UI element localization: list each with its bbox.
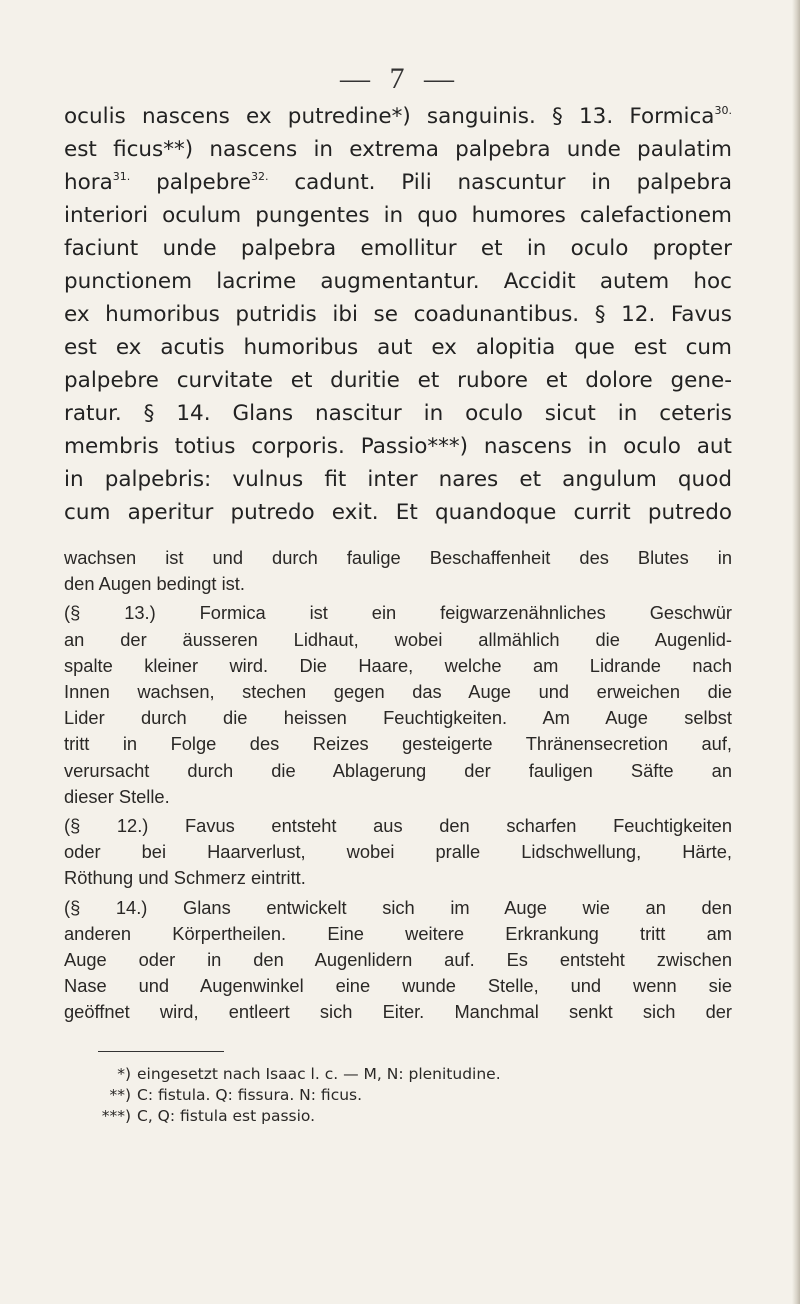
footnote-mark: **) [109, 1086, 131, 1104]
german-line-15: anderen Körpertheilen. Eine weitere Erkrankung tritt am [64, 922, 732, 944]
german-line-2: den Augen bedingt ist. [64, 573, 245, 595]
footnote-divider [98, 1051, 224, 1052]
german-line-13: Röthung und Schmerz eintritt. [64, 867, 306, 889]
page-number: — 7 — [340, 62, 460, 95]
german-line-14: (§ 14.) Glans entwickelt sich im Auge wie an den [64, 896, 732, 918]
footnote-text: C: fistula. Q: fissura. N: ficus. [137, 1086, 363, 1104]
latin-line-3: hora$^{31.}$ palpebre$^{32.}$ cadunt. Pili nascuntur in palpebra [64, 170, 732, 195]
footnote-3 [98, 1106, 698, 1127]
german-line-9: verursacht durch die Ablagerung der fauligen Säfte an [64, 759, 732, 781]
german-line-10: dieser Stelle. [64, 785, 170, 807]
latin-line-7: ex humoribus putridis ibi se coadunantibus. § 12. Favus [64, 302, 732, 327]
footnote-text: eingesetzt nach Isaac l. c. — M, N: plenitudine. [137, 1065, 501, 1083]
footnote-2 [98, 1085, 698, 1106]
page-edge-shadow [792, 0, 800, 1304]
latin-line-4: interiori oculum pungentes in quo humores calefactionem [64, 203, 732, 228]
footnote-sup-31: 31. [112, 170, 131, 183]
german-line-8: tritt in Folge des Reizes gesteigerte Thränensecretion auf, [64, 733, 732, 755]
latin-line-12: in palpebris: vulnus fit inter nares et angulum quod [64, 467, 732, 492]
german-line-18: geöffnet wird, entleert sich Eiter. Manchmal senkt sich der [64, 1001, 732, 1023]
latin-line-6: punctionem lacrime augmentantur. Accidit autem hoc [64, 269, 732, 294]
footnotes-block [98, 1064, 698, 1127]
german-line-12: oder bei Haarverlust, wobei pralle Lidschwellung, Härte, [64, 841, 732, 863]
latin-line-9: palpebre curvitate et duritie et rubore et dolore gene- [64, 368, 732, 393]
footnote-mark: *) [117, 1065, 131, 1083]
german-line-1: wachsen ist und durch faulige Beschaffenheit des Blutes in [64, 547, 732, 568]
latin-line-10: ratur. § 14. Glans nascitur in oculo sicut in ceteris [64, 401, 732, 426]
latin-line-13: cum aperitur putredo exit. Et quandoque currit putredo [64, 500, 732, 525]
footnote-sup-32: 32. [251, 170, 269, 183]
footnote-text: C, Q: fistula est passio. [137, 1107, 316, 1125]
german-line-16: Auge oder in den Augenlidern auf. Es entsteht zwischen [64, 949, 732, 971]
latin-line-5: faciunt unde palpebra emollitur et in oculo propter [64, 236, 732, 261]
latin-line-8: est ex acutis humoribus aut ex alopitia que est cum [64, 335, 732, 360]
latin-line-1: oculis nascens ex putredine*) sanguinis. § 13. Formica$^{30.}$ [64, 104, 732, 129]
german-line-3: (§ 13.) Formica ist ein feigwarzenähnliches Geschwür [64, 602, 732, 624]
german-line-17: Nase und Augenwinkel eine wunde Stelle, und wenn sie [64, 975, 732, 997]
latin-text-block [64, 100, 732, 529]
latin-line-11: membris totius corporis. Passio***) nascens in oculo aut [64, 434, 732, 459]
footnote-sup-30: 30. [714, 104, 732, 117]
latin-line-2: est ficus**) nascens in extrema palpebra unde paulatim [64, 137, 732, 162]
german-line-6: Innen wachsen, stechen gegen das Auge und erweichen die [64, 681, 732, 703]
footnote-mark: ***) [101, 1107, 131, 1125]
german-line-5: spalte kleiner wird. Die Haare, welche am Lidrande nach [64, 654, 732, 676]
footnote-1 [98, 1064, 698, 1085]
german-line-4: an der äusseren Lidhaut, wobei allmählich die Augenlid- [64, 628, 732, 650]
german-translation-block [64, 545, 732, 1026]
german-line-7: Lider durch die heissen Feuchtigkeiten. Am Auge selbst [64, 707, 732, 729]
german-line-11: (§ 12.) Favus entsteht aus den scharfen Feuchtigkeiten [64, 815, 732, 837]
